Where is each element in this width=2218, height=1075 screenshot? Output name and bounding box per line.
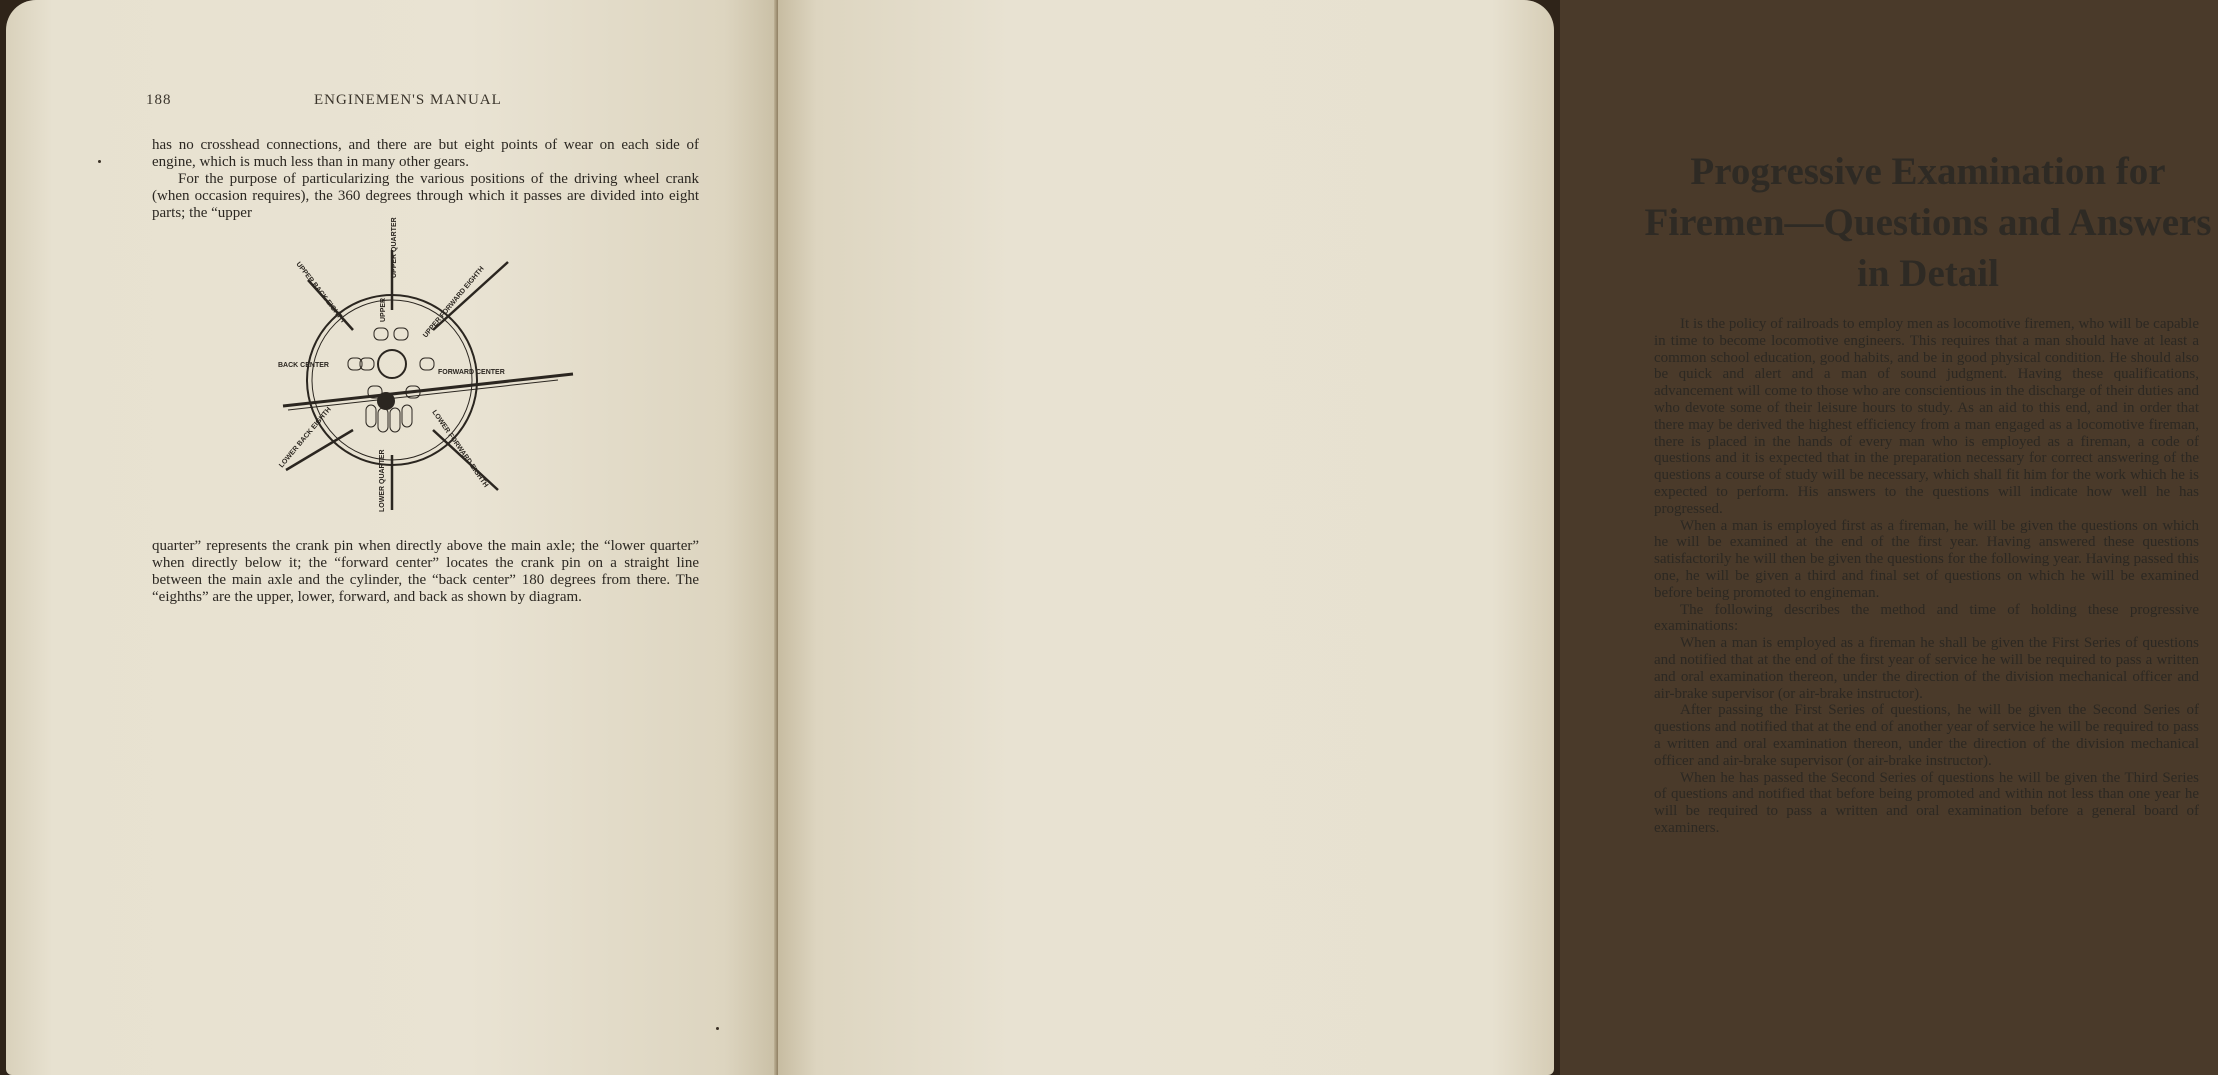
crank-positions-diagram [268, 217, 578, 525]
paragraph: When a man is employed as a fireman he shall be given the First Series of questions and notified that at the end of the first year of service he will be required to pass a written and oral examination thereon, under the direction of the division mechanical officer and air-brake supervisor (or air-brake instructor). [1654, 635, 2199, 702]
paragraph: has no crosshead connections, and there are but eight points of wear on each side of engine, which is much less than in many other gears. [152, 137, 699, 170]
label-upper-quarter: UPPER QUARTER [391, 217, 398, 278]
label-forward-center: FORWARD CENTER [438, 369, 505, 376]
paragraph: When a man is employed first as a fireman, he will be given the questions on which he will be examined at the end of the first year. Having answered these questions satisfactorily he will then be given the questions for the following year. Having passed this one, he will be given a third and final set of questions on which he will be examined before being promoted to engineman. [1654, 517, 2199, 601]
left-text-top [152, 137, 699, 222]
chapter-title: Progressive Examination for Firemen—Questions and Answers in Detail [1644, 150, 2212, 295]
paragraph: When he has passed the Second Series of questions he will be given the Third Series of questions and notified that before being promoted and within not less than one year he will be required to pass a written and oral examination before a general board of examiners. [1654, 769, 2199, 836]
label-lower-quarter: LOWER QUARTER [379, 449, 386, 512]
paragraph: quarter” represents the crank pin when directly above the main axle; the “lower quarter” when directly below it; the “forward center” locates the crank pin on a straight line between the main axle and the cylinder, the “back center” 180 degrees from there. The “eighths” are the upper, lower, forward, and back as shown by diagram. [152, 538, 699, 605]
label-upper-back-eighth: UPPER BACK EIGHTH [294, 260, 346, 325]
label-upper: UPPER [380, 297, 387, 322]
paragraph: It is the policy of railroads to employ men as locomotive firemen, who will be capable in time to become locomotive engineers. This requires that a man should have at least a common school education, good habits, and be in good physical condition. He should also be quick and alert and a man of sound judgment. Having these qualifications, advancement will come to those who are conscientious in the discharge of their duties and who devote some of their leisure hours to study. As an aid to this end, and in order that there may be derived the highest efficiency from a man engaged as a locomotive fireman, there is placed in the hands of every man who is employed as a fireman, a code of questions and it is expected that in the preparation necessary for correct answering of the questions a course of study will be necessary, which shall fit him for the work which he is expected to perform. His answers to the questions will indicate how well he has progressed. [1654, 316, 2199, 517]
left-text-bottom [152, 538, 699, 606]
paragraph: For the purpose of particularizing the various positions of the driving wheel crank (when occasion requires), the 360 degrees through which it passes are divided into eight parts; the “upper [152, 171, 699, 221]
main-axle [378, 350, 406, 378]
paragraph: The following describes the method and time of holding these progressive examinations: [1654, 601, 2199, 635]
running-head-title: ENGINEMEN'S MANUAL [314, 92, 502, 108]
label-back-center: BACK CENTER [278, 362, 329, 369]
right-text [1654, 316, 2199, 837]
main-rod [283, 374, 573, 406]
main-rod-lower [288, 380, 558, 410]
label-lower-forward-eighth: LOWER FORWARD EIGHTH [430, 409, 490, 489]
paragraph: After passing the First Series of questions, he will be given the Second Series of questions and notified that at the end of another year of service he will be required to pass a written and oral examination thereon, under the direction of the division mechanical officer and air-brake supervisor (or air-brake instructor). [1654, 702, 2199, 769]
label-upper-forward-eighth: UPPER FORWARD EIGHTH [422, 265, 486, 340]
left-page [6, 0, 778, 1075]
right-page [778, 0, 2212, 1075]
label-lower-back-eighth: LOWER BACK EIGHTH [278, 406, 333, 470]
paper-speck [716, 1027, 719, 1030]
page-number: 188 [146, 92, 172, 108]
paper-speck [98, 160, 101, 163]
